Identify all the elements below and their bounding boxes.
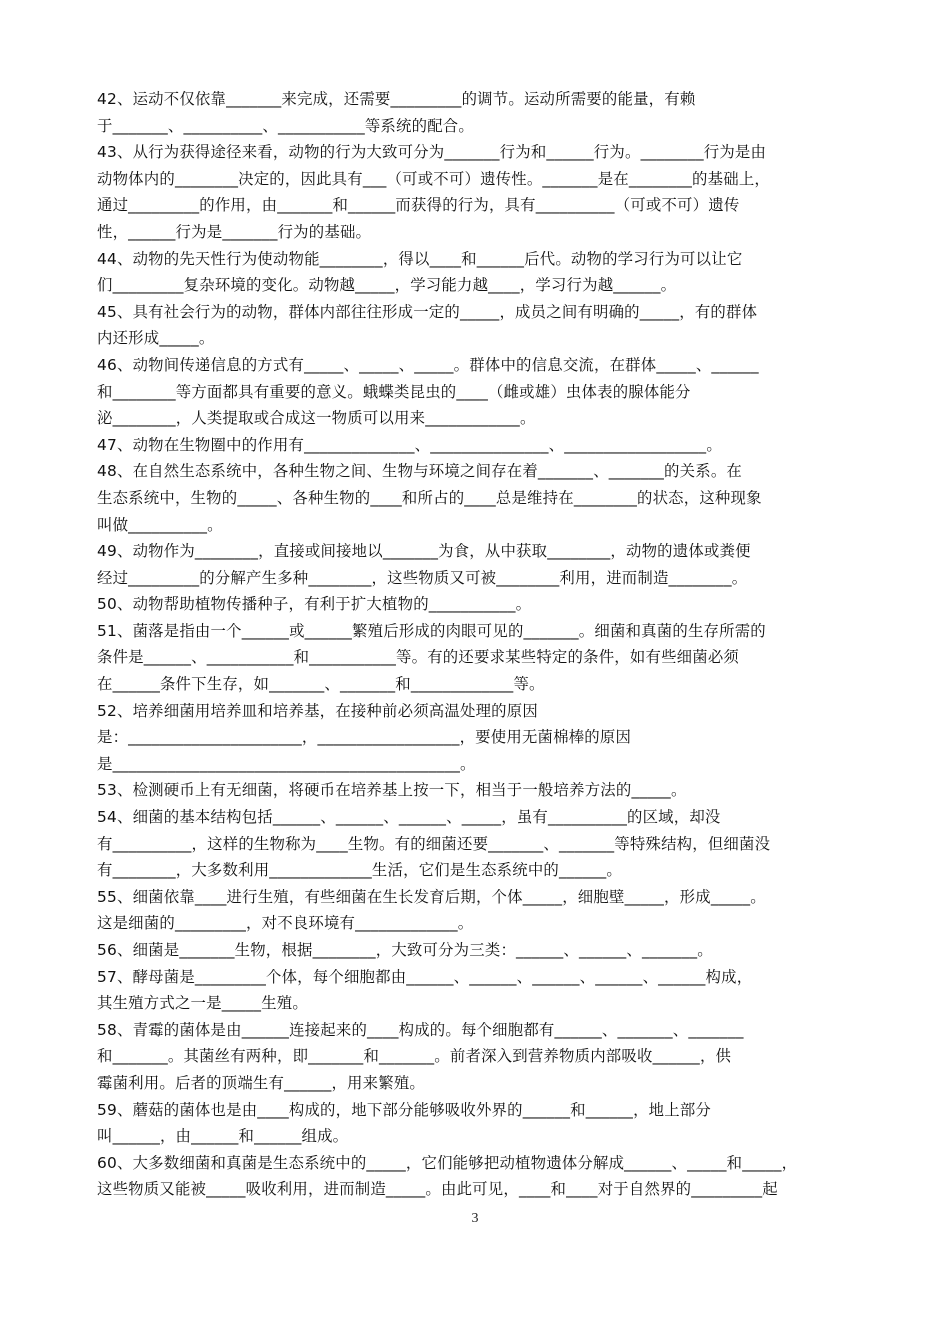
- text-line: 52、培养细菌用培养皿和培养基，在接种前必须高温处理的原因: [97, 701, 538, 720]
- text-line: 55、细菌依靠____进行生殖，有些细菌在生长发育后期，个体_____，细胞壁_____，形成_____。: [97, 887, 766, 906]
- text-line: 50、动物帮助植物传播种子，有利于扩大植物的___________。: [97, 595, 532, 614]
- text-line: 这些物质又能被_____吸收利用，进而制造_____。由此可见，____和____对于自然界的_________起: [97, 1180, 778, 1199]
- text-line: 44、动物的先天性行为使动物能________，得以____和______后代。动物的学习行为可以让它: [97, 249, 743, 268]
- text-line: 56、细菌是_______生物，根据________，大致可分为三类：______、______、_______。: [97, 941, 713, 959]
- text-line: 48、在自然生态系统中，各种生物之间、生物与环境之间存在着_______、_______的关系。在: [97, 462, 743, 481]
- text-line: 58、青霉的菌体是由______连接起来的____构成的。每个细胞都有______、_______、_______: [97, 1020, 744, 1039]
- text-line: 性，______行为是_______行为的基础。: [97, 222, 372, 241]
- text-line: 们_________复杂环境的变化。动物越_____，学习能力越____，学习行为越______。: [97, 276, 677, 295]
- question-text-block: [97, 86, 855, 1203]
- text-line: 有__________，这样的生物称为____生物。有的细菌还要_______、_______等特殊结构，但细菌没: [97, 834, 771, 853]
- text-line: 47、动物在生物圈中的作用有______________、_______________、__________________。: [97, 435, 722, 454]
- text-line: 59、蘑菇的菌体也是由____构成的，地下部分能够吸收外界的______和______，地上部分: [97, 1100, 712, 1119]
- text-line: 叫做__________。: [97, 515, 223, 534]
- text-line: 49、动物作为________，直接或间接地以_______为食，从中获取________，动物的遗体或粪便: [97, 542, 751, 561]
- text-line: 这是细菌的_________，对不良环境有_____________。: [97, 914, 474, 933]
- text-line: 条件是______、___________和___________等。有的还要求某些特定的条件，如有些细菌必须: [97, 648, 740, 667]
- text-line: 于_______、__________、___________等系统的配合。: [97, 116, 474, 135]
- text-line: 60、大多数细菌和真菌是生态系统中的_____，它们能够把动植物遗体分解成______、_____和_____，: [97, 1153, 798, 1172]
- text-line: 57、酵母菌是_________个体，每个细胞都由______、______、______、______、______构成，: [97, 967, 753, 986]
- text-line: 通过_________的作用，由_______和______而获得的行为，具有__________（可或不可）遗传: [97, 196, 740, 215]
- text-line: 53、检测硬币上有无细菌，将硬币在培养基上按一下，相当于一般培养方法的_____。: [97, 781, 687, 800]
- text-line: 生态系统中，生物的_____、各种生物的____和所占的____总是维持在________的状态，这种现象: [97, 488, 762, 507]
- text-line: 是：______________________，__________________，要使用无菌棉棒的原因: [97, 728, 632, 747]
- text-line: 54、细菌的基本结构包括______、______、______、_____，虽有__________的区域，却没: [97, 808, 721, 827]
- text-line: 动物体内的________决定的，因此具有___（可或不可）遗传性。_______是在________的基础上，: [97, 169, 770, 188]
- text-line: 45、具有社会行为的动物，群体内部往往形成一定的_____，成员之间有明确的_____，有的群体: [97, 302, 758, 321]
- page-number: 3: [471, 1211, 479, 1226]
- text-line: 是____________________________________________。: [97, 754, 476, 773]
- text-line: 和________等方面都具有重要的意义。蛾蝶类昆虫的____（雌或雄）虫体表的腺体能分: [97, 382, 691, 401]
- text-line: 有________，大多数利用_____________生活，它们是生态系统中的______。: [97, 861, 622, 880]
- text-line: 霉菌利用。后者的顶端生有______，用来繁殖。: [97, 1073, 426, 1092]
- text-line: 43、从行为获得途径来看，动物的行为大致可分为_______行为和______行为。________行为是由: [97, 143, 767, 162]
- text-line: 42、运动不仅依靠_______来完成，还需要_________的调节。运动所需要的能量，有赖: [97, 90, 696, 108]
- text-line: 和_______。其菌丝有两种，即_______和_______。前者深入到营养物质内部吸收______，供: [97, 1047, 732, 1066]
- text-line: 泌________，人类提取或合成这一物质可以用来____________。: [97, 409, 536, 428]
- text-line: 叫______，由______和______组成。: [97, 1127, 349, 1146]
- text-line: 46、动物间传递信息的方式有_____、_____、_____。群体中的信息交流，在群体_____、______: [97, 355, 759, 374]
- text-line: 其生殖方式之一是_____生殖。: [97, 994, 308, 1013]
- text-line: 在______条件下生存，如_______、_______和_____________等。: [97, 675, 545, 694]
- text-line: 经过_________的分解产生多种________，这些物质又可被________利用，进而制造________。: [97, 568, 748, 587]
- text-line: 51、菌落是指由一个______或______繁殖后形成的肉眼可见的_______。细菌和真菌的生存所需的: [97, 621, 766, 640]
- text-line: 内还形成_____。: [97, 329, 215, 348]
